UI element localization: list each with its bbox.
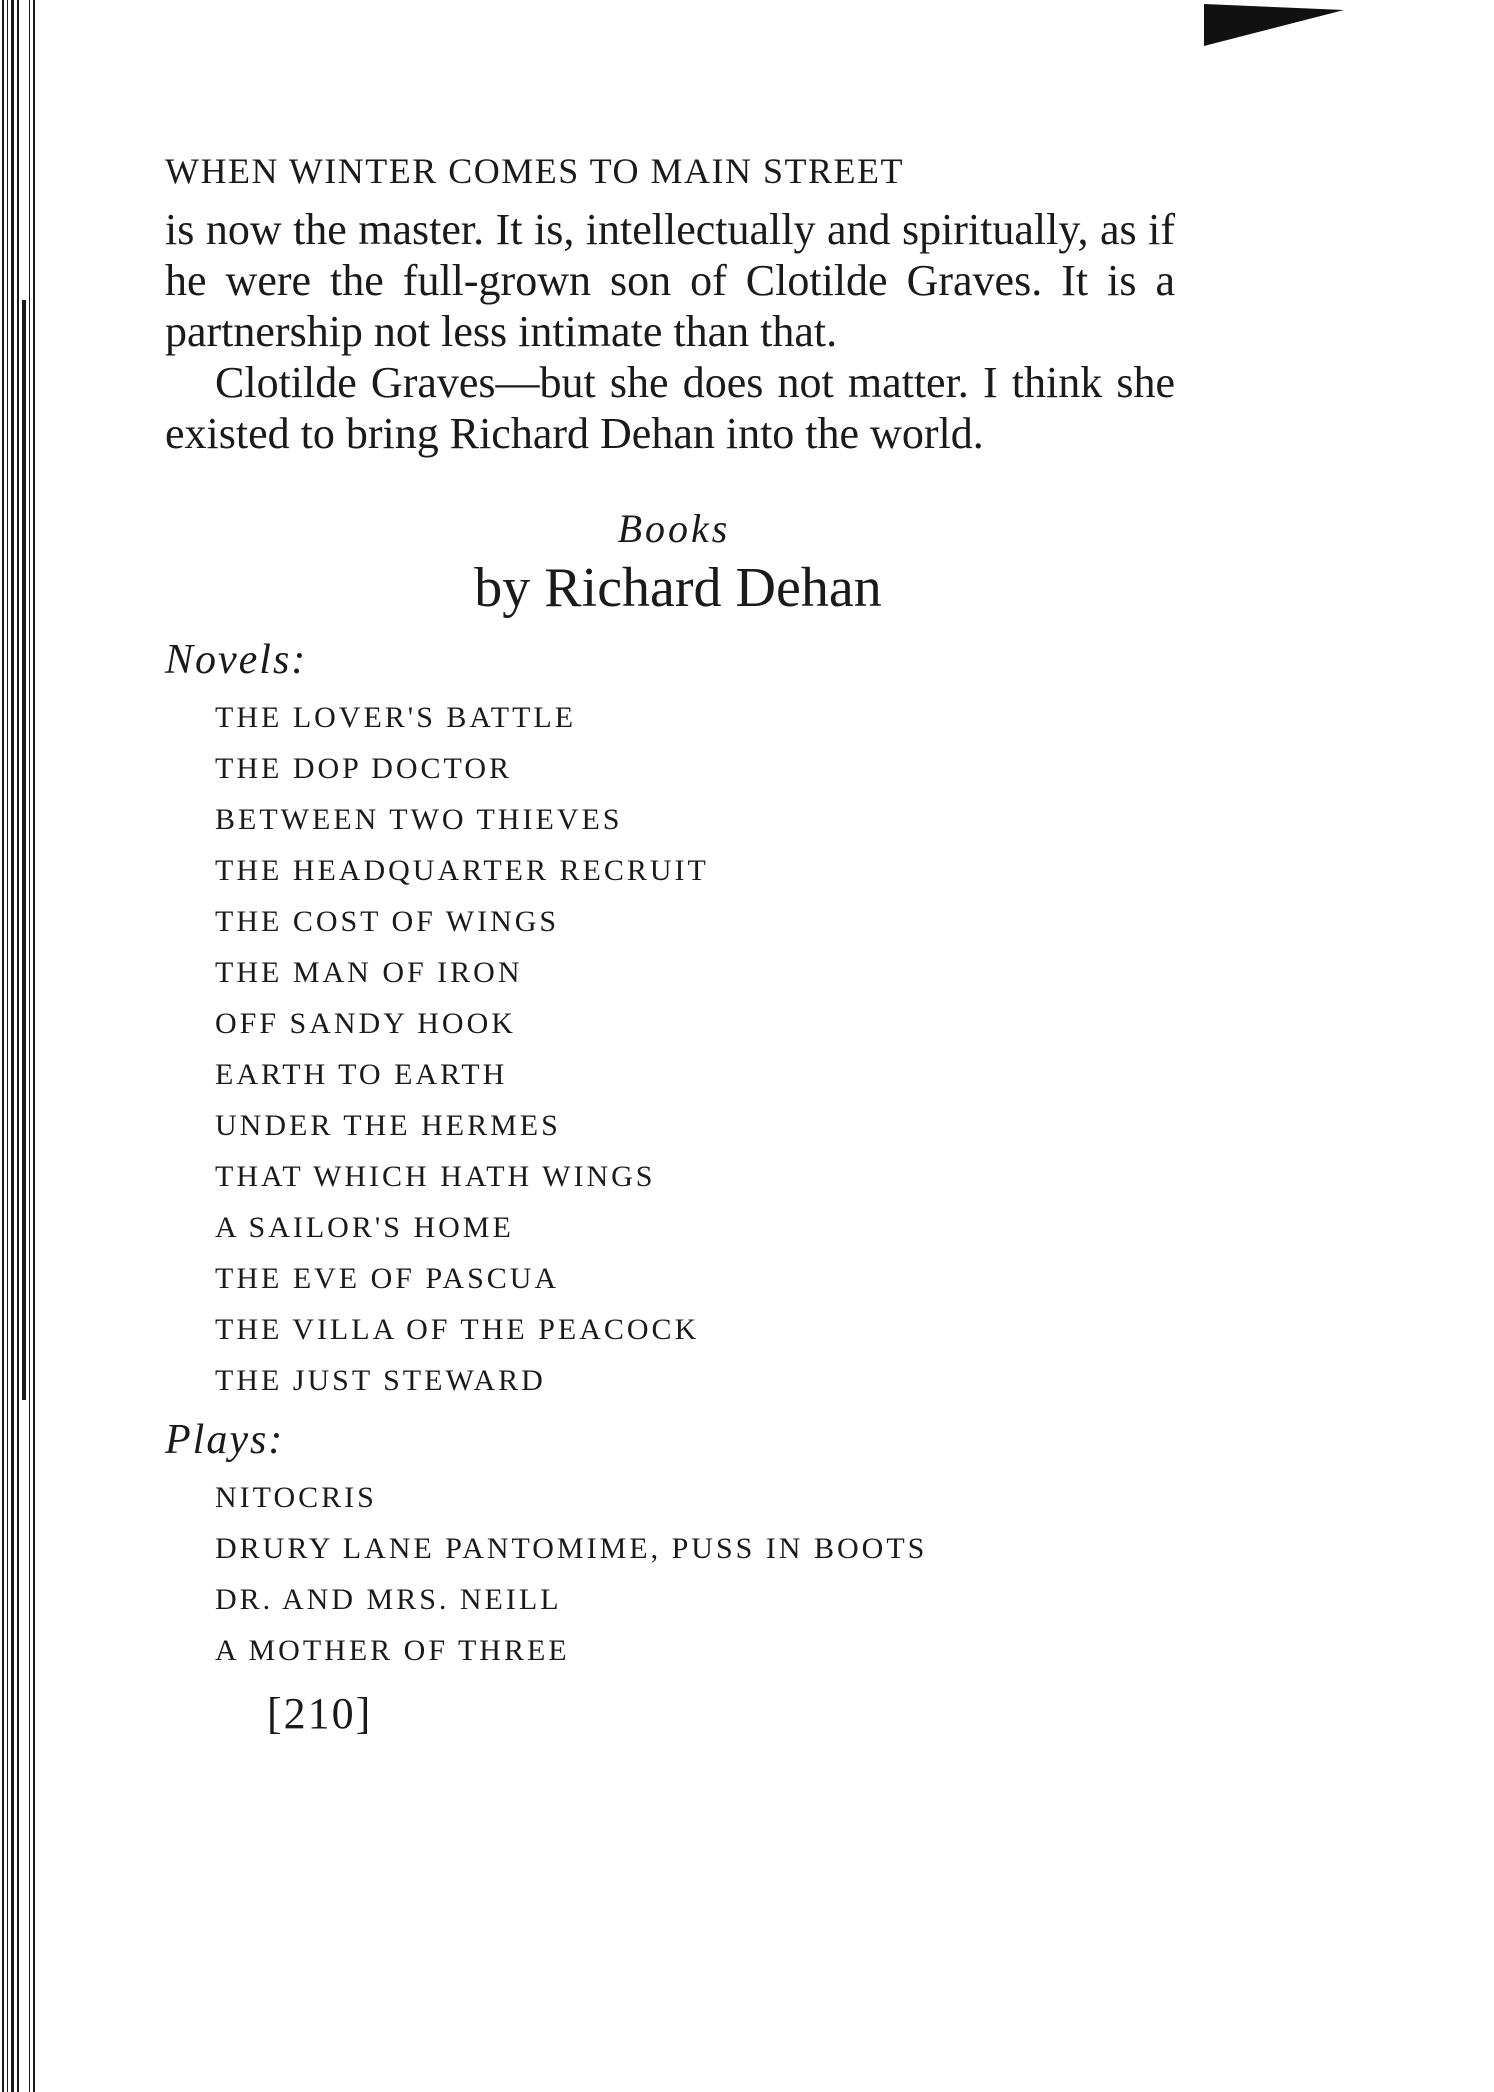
books-heading: Books (617, 506, 731, 551)
list-item: A SAILOR'S HOME (215, 1211, 514, 1244)
book-binding-edge (0, 0, 48, 2092)
list-item: NITOCRIS (215, 1481, 377, 1514)
paragraph-1: is now the master. It is, intellectually and spiritually, as if he were the full-grown son of Clotilde Graves. It is a partnership not less intimate than that. (165, 205, 1175, 356)
list-item: OFF SANDY HOOK (215, 1007, 516, 1040)
list-item: THE EVE OF PASCUA (215, 1262, 560, 1295)
list-item: THAT WHICH HATH WINGS (215, 1160, 656, 1193)
list-item: THE VILLA OF THE PEACOCK (215, 1313, 700, 1346)
plays-list (165, 1472, 1175, 1676)
list-item: THE LOVER'S BATTLE (215, 701, 577, 734)
list-item: THE JUST STEWARD (215, 1364, 546, 1397)
books-author-heading: by Richard Dehan (474, 557, 882, 619)
page-number: [210] (267, 1689, 373, 1738)
list-item: THE DOP DOCTOR (215, 752, 513, 785)
list-item: THE MAN OF IRON (215, 956, 523, 989)
book-page (165, 150, 1175, 1739)
list-item: UNDER THE HERMES (215, 1109, 561, 1142)
list-item: A MOTHER OF THREE (215, 1634, 570, 1667)
list-item: EARTH TO EARTH (215, 1058, 508, 1091)
paragraph-2: Clotilde Graves—but she does not matter. I think she existed to bring Richard Dehan into the world. (165, 358, 1175, 458)
list-item: DRURY LANE PANTOMIME, PUSS IN BOOTS (215, 1532, 928, 1565)
list-item: DR. AND MRS. NEILL (215, 1583, 562, 1616)
page-corner-mark (1204, 4, 1344, 46)
list-item: THE COST OF WINGS (215, 905, 560, 938)
running-head: WHEN WINTER COMES TO MAIN STREET (165, 151, 904, 191)
list-item: BETWEEN TWO THIEVES (215, 803, 623, 836)
plays-heading: Plays: (165, 1417, 285, 1463)
novels-heading: Novels: (165, 637, 308, 683)
novels-list (165, 692, 1175, 1406)
list-item: THE HEADQUARTER RECRUIT (215, 854, 709, 887)
